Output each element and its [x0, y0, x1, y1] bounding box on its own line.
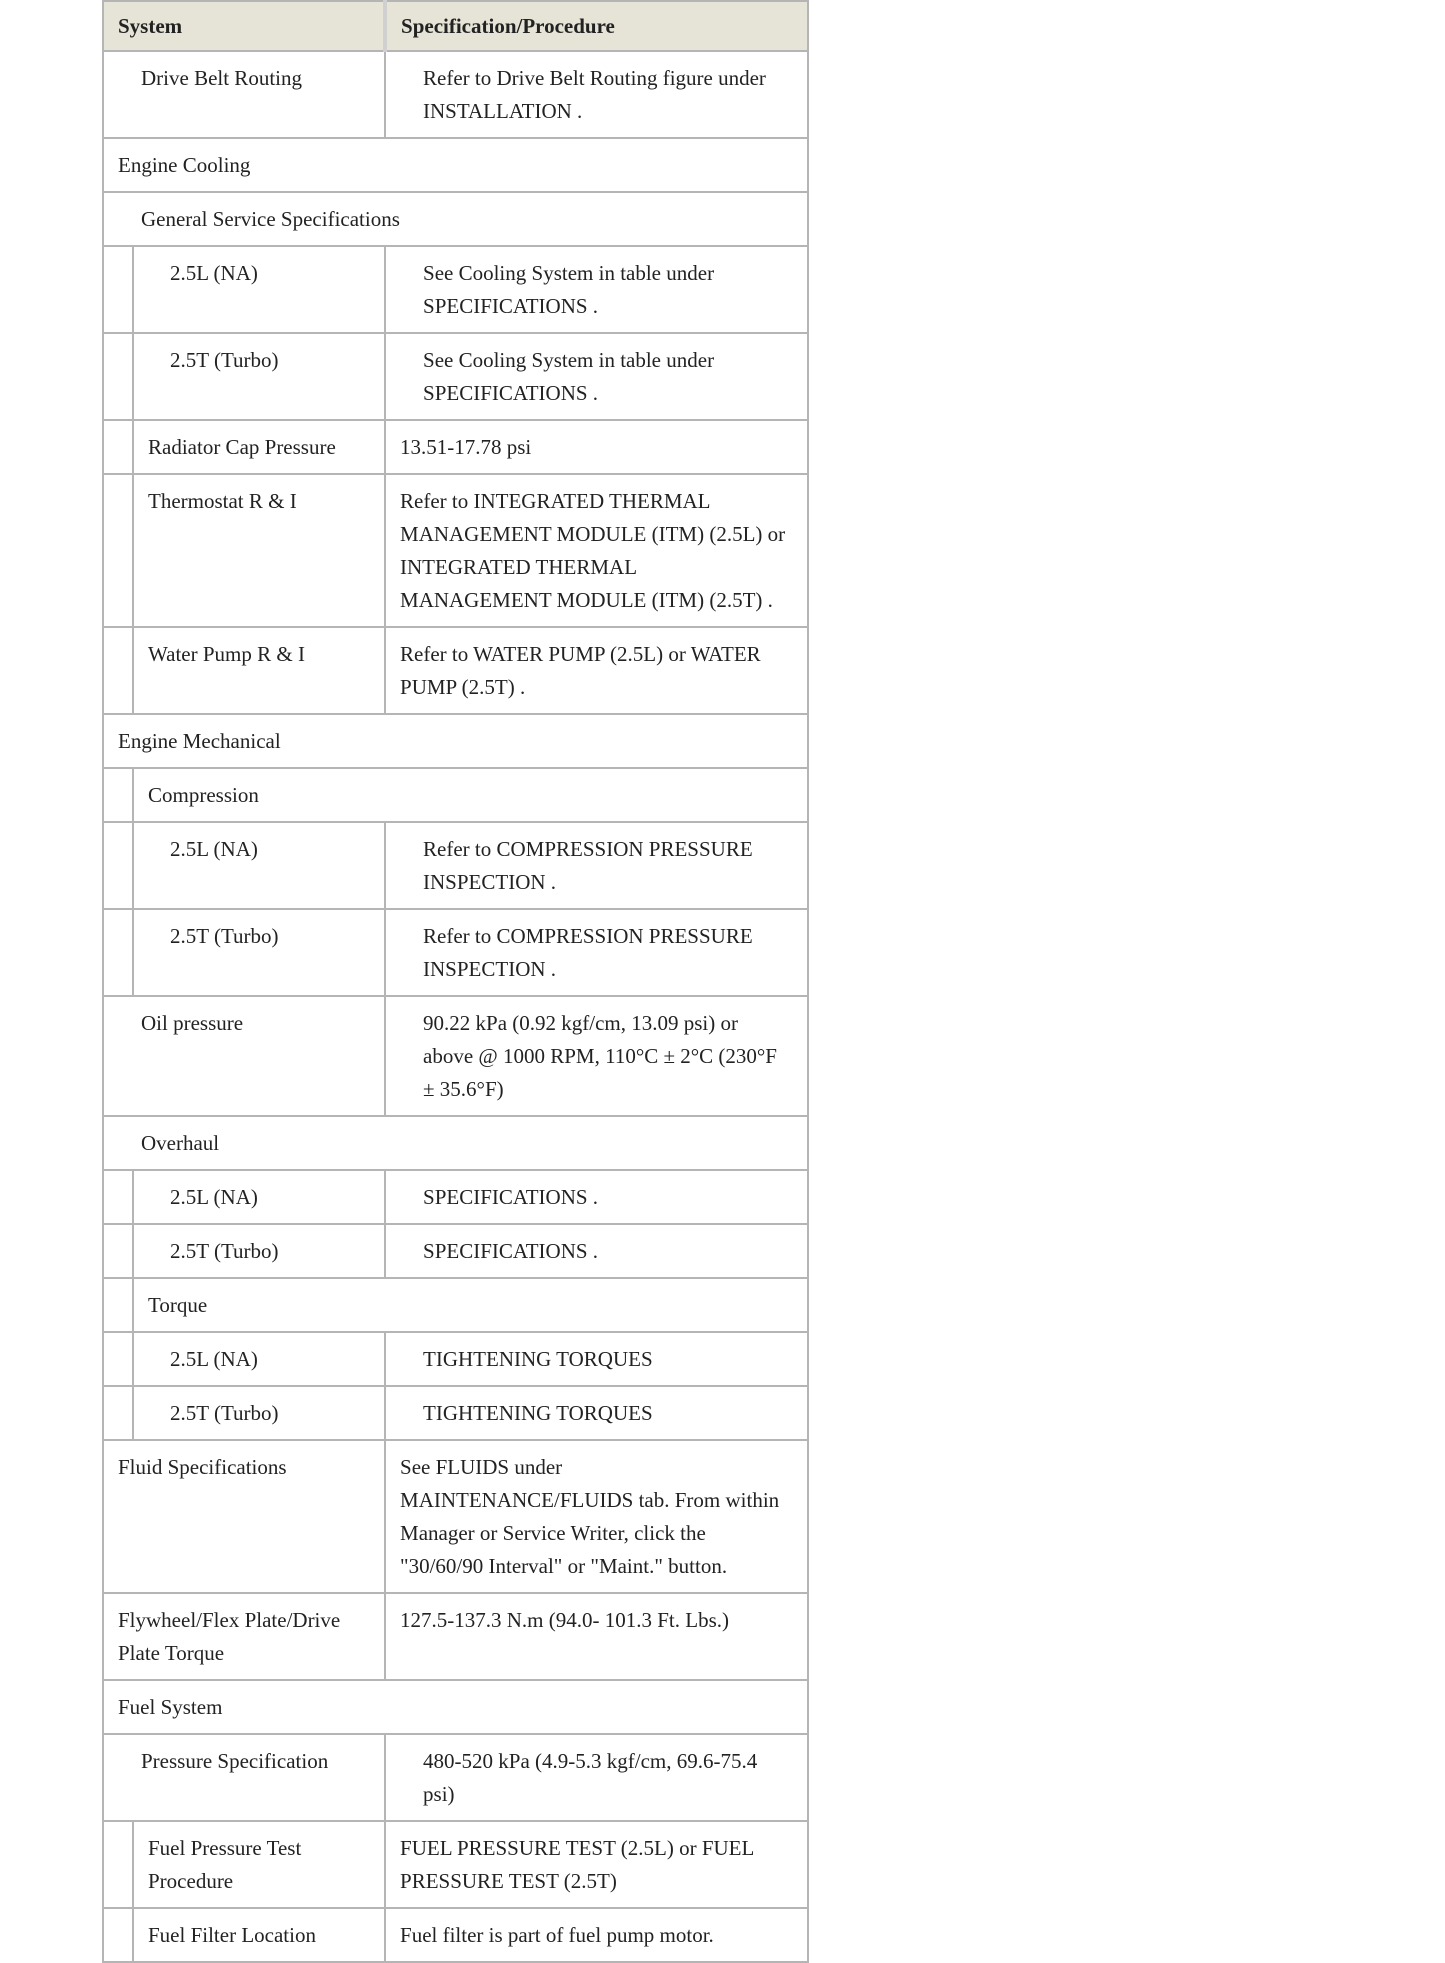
table-row [103, 1734, 808, 1821]
specification-value: SPECIFICATIONS . [385, 1170, 808, 1224]
specification-value: Refer to INTEGRATED THERMAL MANAGEMENT MODULE (ITM) (2.5L) or INTEGRATED THERMAL MANAGEMENT MODULE (ITM) (2.5T) . [385, 474, 808, 627]
table-row [103, 420, 808, 474]
system-label: 2.5T (Turbo) [133, 909, 385, 996]
table-row [103, 909, 808, 996]
indent-gutter-cell [103, 1332, 133, 1386]
specification-value: Refer to Drive Belt Routing figure under INSTALLATION . [385, 51, 808, 138]
specification-value: 127.5-137.3 N.m (94.0- 101.3 Ft. Lbs.) [385, 1593, 808, 1680]
specification-value: TIGHTENING TORQUES [385, 1332, 808, 1386]
section-row [103, 192, 808, 246]
indent-gutter-cell [103, 420, 133, 474]
header-row [103, 1, 808, 51]
system-label: Fluid Specifications [103, 1440, 385, 1593]
indent-gutter-cell [103, 822, 133, 909]
system-label: Flywheel/Flex Plate/Drive Plate Torque [103, 1593, 385, 1680]
specification-value: See Cooling System in table under SPECIFICATIONS . [385, 246, 808, 333]
section-label: Engine Mechanical [103, 714, 808, 768]
table-row [103, 1908, 808, 1962]
table-row [103, 1821, 808, 1908]
table-row [103, 51, 808, 138]
section-row [103, 138, 808, 192]
system-label: Pressure Specification [103, 1734, 385, 1821]
indent-gutter-cell [103, 1908, 133, 1962]
specification-value: Refer to WATER PUMP (2.5L) or WATER PUMP (2.5T) . [385, 627, 808, 714]
system-label: Fuel Filter Location [133, 1908, 385, 1962]
indent-gutter-cell [103, 627, 133, 714]
section-label: Engine Cooling [103, 138, 808, 192]
header-specification: Specification/Procedure [385, 1, 808, 51]
section-label: Overhaul [103, 1116, 808, 1170]
specification-value: See FLUIDS under MAINTENANCE/FLUIDS tab. From within Manager or Service Writer, click the "30/60/90 Interval" or "Maint." button. [385, 1440, 808, 1593]
section-row [103, 714, 808, 768]
table-row [103, 246, 808, 333]
table-row [103, 1332, 808, 1386]
table-row [103, 1386, 808, 1440]
indent-gutter-cell [103, 246, 133, 333]
system-label: 2.5T (Turbo) [133, 1386, 385, 1440]
section-row [103, 768, 808, 822]
indent-gutter-cell [103, 768, 133, 822]
table-body [103, 51, 808, 1962]
section-label: Compression [133, 768, 808, 822]
system-label: 2.5L (NA) [133, 1170, 385, 1224]
system-label: 2.5L (NA) [133, 246, 385, 333]
table-row [103, 996, 808, 1116]
table-row [103, 1170, 808, 1224]
specification-value: Refer to COMPRESSION PRESSURE INSPECTION . [385, 909, 808, 996]
header-system: System [103, 1, 385, 51]
table-row [103, 1593, 808, 1680]
system-label: Radiator Cap Pressure [133, 420, 385, 474]
indent-gutter-cell [103, 1278, 133, 1332]
section-row [103, 1680, 808, 1734]
section-row [103, 1116, 808, 1170]
indent-gutter-cell [103, 474, 133, 627]
specification-value: 90.22 kPa (0.92 kgf/cm, 13.09 psi) or above @ 1000 RPM, 110°C ± 2°C (230°F ± 35.6°F) [385, 996, 808, 1116]
table-row [103, 333, 808, 420]
indent-gutter-cell [103, 1224, 133, 1278]
indent-gutter-cell [103, 909, 133, 996]
table-row [103, 474, 808, 627]
specifications-table [102, 0, 809, 1963]
specification-value: SPECIFICATIONS . [385, 1224, 808, 1278]
system-label: Thermostat R & I [133, 474, 385, 627]
section-label: Torque [133, 1278, 808, 1332]
system-label: Fuel Pressure Test Procedure [133, 1821, 385, 1908]
section-row [103, 1278, 808, 1332]
specification-value: 480-520 kPa (4.9-5.3 kgf/cm, 69.6-75.4 psi) [385, 1734, 808, 1821]
indent-gutter-cell [103, 333, 133, 420]
system-label: Water Pump R & I [133, 627, 385, 714]
system-label: Oil pressure [103, 996, 385, 1116]
specification-value: TIGHTENING TORQUES [385, 1386, 808, 1440]
indent-gutter-cell [103, 1170, 133, 1224]
system-label: 2.5L (NA) [133, 1332, 385, 1386]
table-row [103, 1440, 808, 1593]
table-row [103, 1224, 808, 1278]
specification-value: See Cooling System in table under SPECIFICATIONS . [385, 333, 808, 420]
specification-value: FUEL PRESSURE TEST (2.5L) or FUEL PRESSURE TEST (2.5T) [385, 1821, 808, 1908]
indent-gutter-cell [103, 1386, 133, 1440]
specification-value: Refer to COMPRESSION PRESSURE INSPECTION . [385, 822, 808, 909]
indent-gutter-cell [103, 1821, 133, 1908]
specification-value: 13.51-17.78 psi [385, 420, 808, 474]
specification-value: Fuel filter is part of fuel pump motor. [385, 1908, 808, 1962]
table-row [103, 627, 808, 714]
system-label: 2.5T (Turbo) [133, 1224, 385, 1278]
system-label: Drive Belt Routing [103, 51, 385, 138]
section-label: General Service Specifications [103, 192, 808, 246]
table-row [103, 822, 808, 909]
system-label: 2.5L (NA) [133, 822, 385, 909]
system-label: 2.5T (Turbo) [133, 333, 385, 420]
section-label: Fuel System [103, 1680, 808, 1734]
